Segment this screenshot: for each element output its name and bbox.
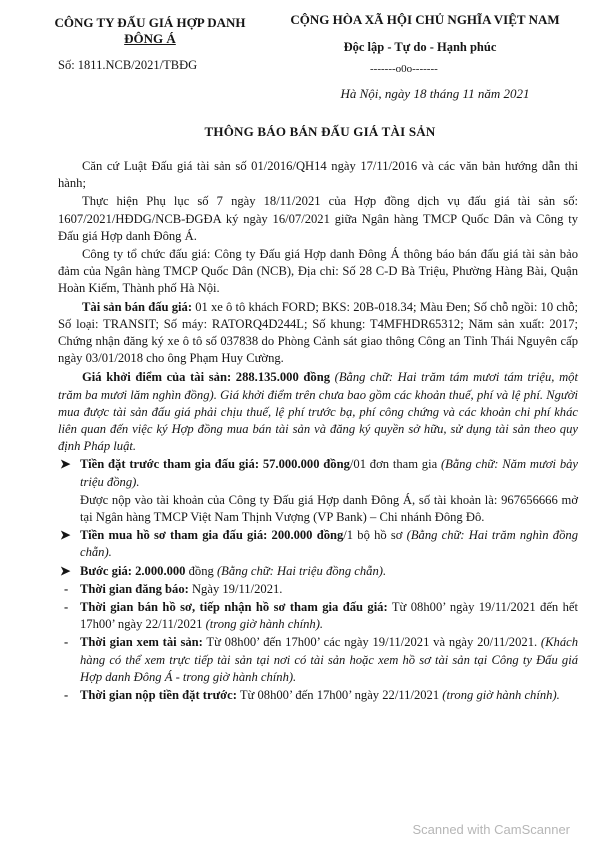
item-label: Tiền mua hồ sơ tham gia đấu giá: 200.000 đồng <box>80 528 344 543</box>
item-label: Bước giá: 2.000.000 <box>80 563 186 578</box>
dash-bullet-icon: - <box>64 688 69 703</box>
item-label: Thời gian xem tài sản: <box>80 635 203 650</box>
item-note: (Bằng chữ: Hai triệu đồng chẵn). <box>216 563 387 578</box>
document-title: THÔNG BÁO BÁN ĐẤU GIÁ TÀI SẢN <box>204 124 436 139</box>
list-item <box>58 456 578 490</box>
list-item <box>58 634 578 686</box>
item-text: Ngày 19/11/2021. <box>188 581 283 596</box>
issuer-name-line2: ĐÔNG Á <box>124 31 176 46</box>
list-item <box>58 599 578 633</box>
item-label: Tiền đặt trước tham gia đấu giá: 57.000.000 đồng <box>80 457 350 472</box>
item-label: Thời gian đăng báo: <box>80 581 189 596</box>
arrow-bullet-icon: ➤ <box>60 457 71 472</box>
deposit-account-text: Được nộp vào tài khoản của Công ty Đấu giá Hợp danh Đông Á, số tài khoản là: 967656666 mở tại Ngân hàng TMCP Việt Nam Thịnh Vượng (VP Bank) – Chi nhánh Đông Đô. <box>80 492 578 525</box>
item-label: Thời gian bán hồ sơ, tiếp nhận hồ sơ tham gia đấu giá: <box>80 600 388 615</box>
dash-bullet-icon: - <box>64 635 69 650</box>
scanner-watermark: Scanned with CamScanner <box>412 822 570 837</box>
starting-price-label: Giá khởi điểm của tài sản: 288.135.000 đồng <box>82 370 330 385</box>
document-body <box>58 158 578 705</box>
issue-date: Hà Nội, ngày 18 tháng 11 năm 2021 <box>340 86 530 101</box>
arrow-bullet-icon: ➤ <box>60 563 71 578</box>
dash-bullet-icon: - <box>64 581 69 596</box>
starting-price-paragraph <box>58 369 578 455</box>
asset-paragraph <box>58 299 578 368</box>
item-text: Từ 08h00’ đến 17h00’ ngày 22/11/2021 <box>236 688 443 703</box>
list-item <box>58 563 578 580</box>
item-note: (trong giờ hành chính). <box>205 617 324 632</box>
asset-label: Tài sản bán đấu giá: <box>82 299 193 314</box>
issuer-name-line1: CÔNG TY ĐẤU GIÁ HỢP DANH <box>54 15 246 30</box>
starting-price-text: (Bằng chữ: Hai trăm tám mươi tám triệu, một trăm ba mươi lăm nghìn đồng). Giá khởi điểm trên chưa bao gồm các khoản thuế, phí và lệ phí. Người mua được tài sản đấu giá phải chịu thuế, lệ phí trước bạ, phí công chứng và các khoản chi phí khác liên quan đến việc ký Hợp đồng mua bán tài sản và đăng ký quyền sở hữu, sử dụng tài sản theo quy định Pháp luật. <box>58 370 578 454</box>
item-note: (Bằng chữ: Hai trăm nghìn đồng chẵn). <box>80 528 578 560</box>
arrow-bullet-icon: ➤ <box>60 528 71 543</box>
item-label: Thời gian nộp tiền đặt trước: <box>80 688 237 703</box>
list-item <box>58 527 578 561</box>
item-text: Từ 08h00’ ngày 19/11/2021 đến hết 17h00’ ngày 22/11/2021 <box>80 600 578 632</box>
list-item <box>58 581 578 598</box>
national-motto: Độc lập - Tự do - Hạnh phúc <box>343 40 497 54</box>
document-number: Số: 1811.NCB/2021/TBĐG <box>58 58 198 72</box>
item-text: /01 đơn tham gia <box>349 457 441 472</box>
dash-bullet-icon: - <box>64 600 69 615</box>
item-text: /1 bộ hồ sơ <box>343 528 407 543</box>
asset-description: 01 xe ô tô khách FORD; BKS: 20B-018.34; Màu Đen; Số chỗ ngồi: 10 chỗ; Số loại: TRANSIT; Số máy: RATORQ4D244L; Số khung: T4MFHDR65312; Năm sản xuất: 2017; Chứng nhận đăng ký xe ô tô số 037838 do Phòng Cảnh sát giao thông Công an Tỉnh Thái Nguyên cấp ngày 03/01/2018 cho ông Phạm Huy Cường. <box>58 299 579 366</box>
issuer-block <box>50 15 250 47</box>
national-title: CỘNG HÒA XÃ HỘI CHỦ NGHĨA VIỆT NAM <box>290 12 560 27</box>
list-item <box>58 687 578 704</box>
item-text: đồng <box>185 563 217 578</box>
header-separator: -------o0o------- <box>370 63 438 75</box>
organizer-paragraph: Công ty tổ chức đấu giá: Công ty Đấu giá Hợp danh Đông Á thông báo bán đấu giá tài sản bảo đảm của Ngân hàng TMCP Quốc Dân (NCB), Địa chỉ: Số 28 C-D Bà Triệu, Phường Hàng Bài, Quận Hoàn Kiếm, Thành phố Hà Nội. <box>58 247 578 296</box>
item-note: (Bằng chữ: Năm mươi bảy triệu đồng). <box>80 457 578 489</box>
auction-terms-list <box>58 456 578 704</box>
legal-basis-paragraph: Căn cứ Luật Đấu giá tài sản số 01/2016/QH14 ngày 17/11/2016 và các văn bản hướng dẫn thi hành; <box>58 159 578 191</box>
deposit-account-item <box>58 492 578 526</box>
item-note: (trong giờ hành chính). <box>442 688 560 703</box>
item-note: (Khách hàng có thể xem trực tiếp tài sản tại nơi có tài sản hoặc xem hồ sơ tài sản tại Công ty Đấu giá Hợp danh Đông Á - trong giờ hành chính). <box>80 635 578 684</box>
contract-paragraph: Thực hiện Phụ lục số 7 ngày 18/11/2021 của Hợp đồng dịch vụ đấu giá tài sản số: 1607/2021/HĐDG/NCB-ĐGĐA ký ngày 16/07/2021 giữa Ngân hàng TMCP Quốc Dân và Công ty Đấu giá Hợp danh Đông Á. <box>58 194 578 243</box>
item-text: Từ 08h00’ đến 17h00’ các ngày 19/11/2021 và ngày 20/11/2021. <box>202 635 541 650</box>
